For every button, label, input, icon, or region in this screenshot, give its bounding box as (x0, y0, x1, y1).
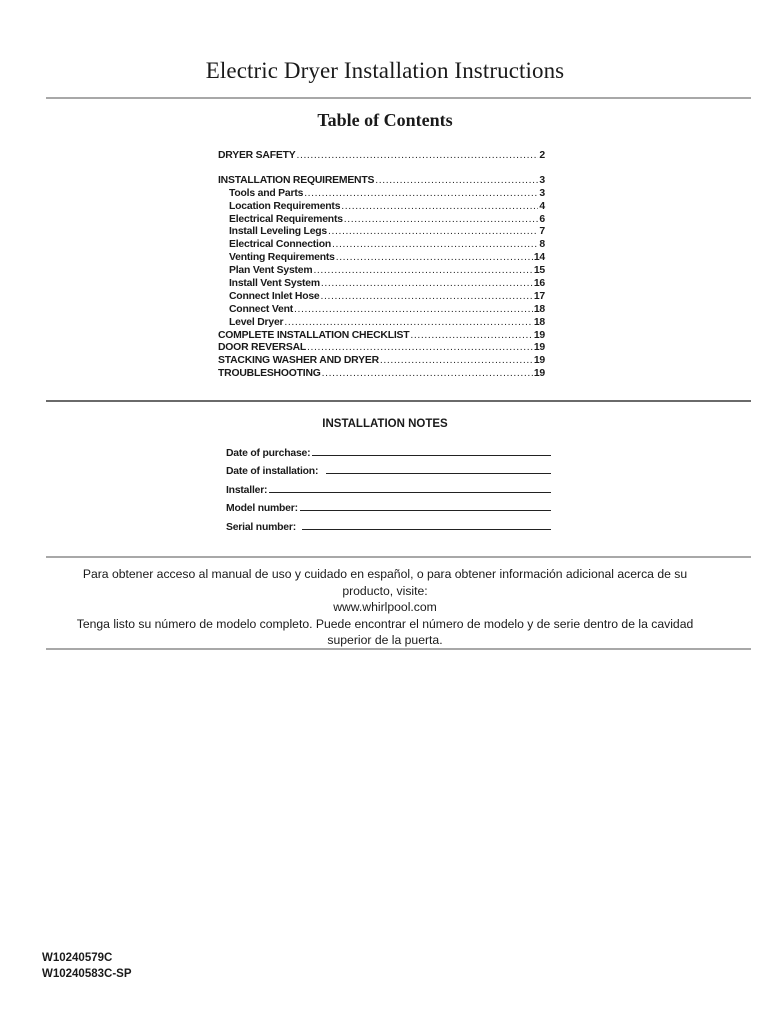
toc-entry-electrical-connection[interactable] (218, 239, 545, 252)
note-blank-line[interactable] (312, 454, 551, 456)
toc-entry-page: 17 (533, 290, 545, 302)
toc-entry-label: STACKING WASHER AND DRYER (218, 355, 379, 367)
toc-entry-page: 19 (533, 355, 545, 367)
installation-notes (226, 440, 551, 533)
toc-entry-label: DOOR REVERSAL (218, 342, 307, 354)
toc-entry-label: Connect Inlet Hose (229, 290, 320, 302)
toc-entry-electrical-requirements[interactable] (218, 214, 545, 227)
toc-entry-complete-installation-checklist[interactable] (218, 330, 545, 343)
toc-entry-tools-and-parts[interactable] (218, 188, 545, 201)
toc-entry-venting-requirements[interactable] (218, 252, 545, 265)
note-blank-line[interactable] (302, 528, 551, 530)
toc-entry-page: 3 (539, 174, 545, 186)
note-blank-line[interactable] (300, 509, 551, 511)
toc-leader-dots (380, 355, 533, 368)
toc-entry-stacking-washer-and-dryer[interactable] (218, 355, 545, 368)
toc-entry-label: COMPLETE INSTALLATION CHECKLIST (218, 329, 410, 341)
info-bottom-rule (46, 648, 751, 650)
toc-entry-page: 15 (533, 265, 545, 277)
toc-entry-location-requirements[interactable] (218, 201, 545, 214)
part-number-sp: W10240583C-SP (42, 968, 132, 980)
toc-entry-page: 16 (533, 278, 545, 290)
toc-entry-page: 14 (533, 252, 545, 264)
toc-leader-dots (344, 214, 539, 227)
toc-entry-page: 19 (533, 329, 545, 341)
toc-entry-label: Install Leveling Legs (229, 226, 328, 238)
toc-leader-dots (321, 291, 533, 304)
note-blank-line[interactable] (326, 472, 551, 474)
toc-leader-dots (410, 330, 532, 343)
note-label: Serial number: (226, 521, 296, 533)
toc-entry-door-reversal[interactable] (218, 342, 545, 355)
toc-leader-dots (313, 265, 532, 278)
spanish-info-line-2: Tenga listo su número de modelo completo. Puede encontrar el número de modelo y de serie dentro de la cavidad superior de la puerta. (76, 616, 694, 647)
note-date-of-purchase (226, 440, 551, 459)
toc-entry-label: Install Vent System (229, 278, 320, 290)
toc-entry-page: 4 (539, 200, 545, 212)
toc-entry-label: TROUBLESHOOTING (218, 368, 321, 380)
toc-leader-dots (328, 226, 538, 239)
toc-entry-page: 8 (539, 239, 545, 251)
info-top-rule (46, 556, 751, 558)
toc-entry-dryer-safety[interactable] (218, 150, 545, 163)
toc-entry-label: Connect Vent (229, 303, 293, 315)
toc-leader-dots (332, 239, 538, 252)
toc-leader-dots (336, 252, 533, 265)
toc-entry-label: Level Dryer (229, 316, 284, 328)
spanish-info-line-1: Para obtener acceso al manual de uso y cuidado en español, o para obtener información adicional acerca de su producto, visite: (82, 567, 688, 598)
toc-entry-page: 18 (533, 316, 545, 328)
toc-entry-page: 19 (533, 342, 545, 354)
installation-notes-heading: INSTALLATION NOTES (322, 418, 448, 430)
part-numbers (42, 950, 132, 982)
toc-entry-page: 3 (539, 187, 545, 199)
note-label: Date of purchase: (226, 447, 311, 459)
note-label: Model number: (226, 503, 298, 514)
toc-entry-page: 6 (539, 213, 545, 225)
toc-entry-page: 18 (533, 303, 545, 315)
toc-leader-dots (304, 188, 538, 201)
toc-entry-label: Electrical Requirements (229, 213, 343, 225)
toc-bottom-rule (46, 400, 751, 402)
toc-entry-installation-requirements[interactable] (218, 175, 545, 188)
toc-entry-label: Location Requirements (229, 200, 341, 212)
note-serial-number (226, 514, 551, 533)
table-of-contents (218, 150, 545, 381)
toc-group-gap (218, 163, 545, 175)
toc-entry-label: Electrical Connection (229, 239, 332, 251)
toc-entry-label: INSTALLATION REQUIREMENTS (218, 174, 375, 186)
toc-entry-label: Venting Requirements (229, 252, 335, 264)
toc-entry-label: Tools and Parts (229, 187, 304, 199)
note-blank-line[interactable] (269, 491, 551, 493)
toc-entry-label: Plan Vent System (229, 265, 313, 277)
document-title: Electric Dryer Installation Instructions (205, 58, 565, 83)
note-model-number (226, 496, 551, 515)
title-rule (46, 97, 751, 99)
part-number: W10240579C (42, 952, 113, 964)
toc-leader-dots (284, 317, 532, 330)
toc-entry-label: DRYER SAFETY (218, 150, 296, 161)
toc-leader-dots (341, 201, 538, 214)
note-label: Installer: (226, 484, 268, 496)
note-date-of-installation (226, 459, 551, 478)
toc-entry-install-vent-system[interactable] (218, 278, 545, 291)
toc-heading: Table of Contents (317, 110, 453, 130)
toc-leader-dots (321, 278, 533, 291)
note-installer (226, 477, 551, 496)
toc-entry-troubleshooting[interactable] (218, 368, 545, 381)
spanish-info-block (60, 566, 710, 649)
toc-leader-dots (296, 150, 538, 163)
note-label: Date of installation: (226, 466, 319, 477)
toc-entry-page: 7 (539, 226, 545, 238)
toc-entry-plan-vent-system[interactable] (218, 265, 545, 278)
toc-entry-page: 19 (533, 368, 545, 380)
toc-entry-connect-vent[interactable] (218, 304, 545, 317)
toc-entry-install-leveling-legs[interactable] (218, 226, 545, 239)
toc-leader-dots (307, 342, 533, 355)
toc-leader-dots (322, 368, 533, 381)
toc-leader-dots (294, 304, 533, 317)
toc-leader-dots (375, 175, 538, 188)
toc-entry-page: 2 (539, 150, 545, 161)
toc-entry-level-dryer[interactable] (218, 317, 545, 330)
whirlpool-url-link[interactable]: www.whirlpool.com (333, 600, 437, 614)
toc-entry-connect-inlet-hose[interactable] (218, 291, 545, 304)
